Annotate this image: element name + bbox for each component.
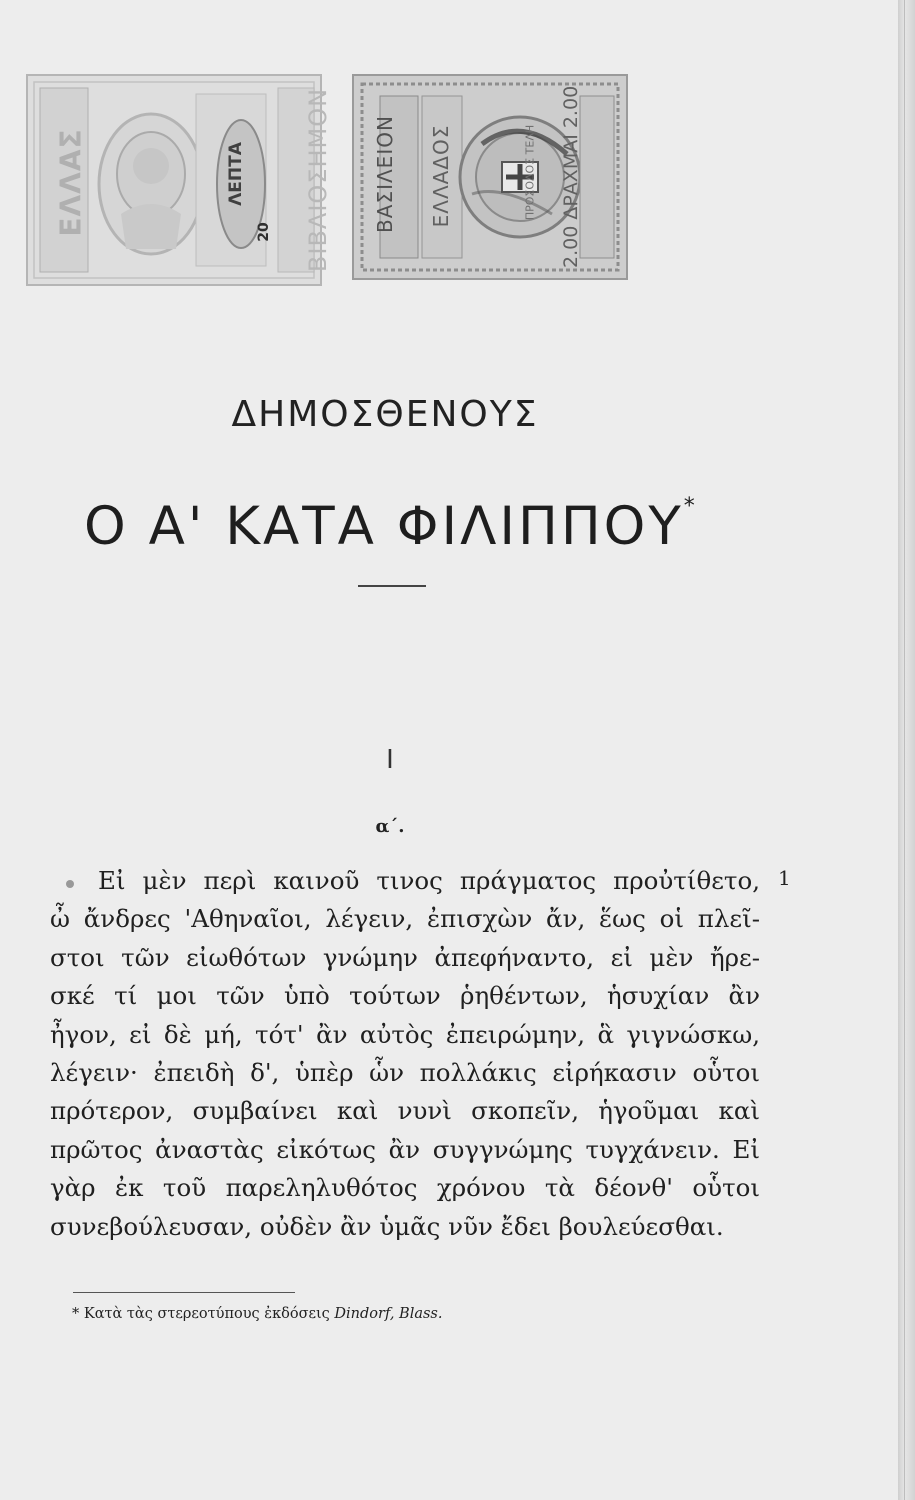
stamp-right-country: ΕΛΛΑΔΟΣ [429, 124, 453, 228]
stamp-right-value: 2.00 ΔΡΑΧΜΑΙ 2.00 [560, 85, 582, 268]
section-number: I [386, 745, 394, 775]
text-line: γὰρ ἐκ τοῦ παρεληλυθότος χρόνου τὰ δέονθ' οὗτοι [50, 1173, 760, 1203]
footnote-text: Κατὰ τὰς στερεοτύπους ἐκδόσεις [83, 1306, 330, 1322]
text-line: στοι τῶν εἰωθότων γνώμην ἀπεφήναντο, εἰ μὲν ἤρε- [50, 942, 760, 972]
author-heading: ΔΗΜΟΣΘΕΝΟΥΣ [231, 394, 539, 435]
margin-paragraph-number: 1 [778, 866, 791, 890]
page-edge [898, 0, 915, 1500]
work-title [84, 496, 724, 557]
work-title-text: Ο Α' ΚΑΤΑ ΦΙΛΙΠΠΟΥ [84, 496, 684, 557]
body-paragraph [50, 862, 760, 1246]
text-line: λέγειν· ἐπειδὴ δ', ὑπὲρ ὧν πολλάκις εἰρήκασιν οὗτοι [50, 1057, 760, 1087]
text-line: ἦγον, εἰ δὲ μή, τότ' ἂν αὐτὸς ἐπειρώμην, ἃ γιγνώσκω, [50, 1019, 760, 1049]
stamp-left-organization: ΒΙΒΛΙΟΣΗΜΟΝ [304, 87, 332, 273]
stamp-left-value: 20 [256, 222, 272, 242]
footnote-rule [73, 1292, 295, 1293]
footnote [72, 1306, 712, 1322]
revenue-stamp-left [26, 74, 332, 286]
title-divider [358, 585, 426, 587]
title-footnote-mark: * [683, 494, 698, 519]
footnote-editors: Dindorf, Blass. [334, 1306, 443, 1322]
footnote-marker: * [72, 1306, 80, 1322]
stamp-left-country: ΕΛΛΑΣ [54, 128, 88, 237]
text-line: Εἰ μὲν περὶ καινοῦ τινος πράγματος προὐτίθετο, [98, 866, 760, 895]
text-line: συνεβούλευσαν, οὐδὲν ἂν ὑμᾶς νῦν ἔδει βουλεύεσθαι. [50, 1211, 724, 1241]
subsection-label: α΄. [375, 816, 405, 837]
text-line: πρῶτος ἀναστὰς εἰκότως ἂν συγγνώμης τυγχάνειν. Εἰ [50, 1134, 760, 1164]
text-line: πρότερον, συμβαίνει καὶ νυνὶ σκοπεῖν, ἡγοῦμαι καὶ [50, 1096, 760, 1126]
revenue-stamp-right [352, 74, 628, 280]
stamp-right-small-text: ΠΡΟΣΟΔΟΣ ΤΕΛΗ [523, 124, 537, 221]
text-line: ὦ ἄνδρες 'Αθηναῖοι, λέγειν, ἐπισχὼν ἄν, ἕως οἱ πλεῖ- [50, 904, 760, 934]
stamp-right-kingdom: ΒΑΣΙΛΕΙΟΝ [373, 115, 397, 233]
text-line: σκέ τί μοι τῶν ὑπὸ τούτων ῥηθέντων, ἡσυχίαν ἂν [50, 981, 760, 1011]
stamp-left-denomination: ΛΕΠΤΑ [226, 142, 246, 206]
